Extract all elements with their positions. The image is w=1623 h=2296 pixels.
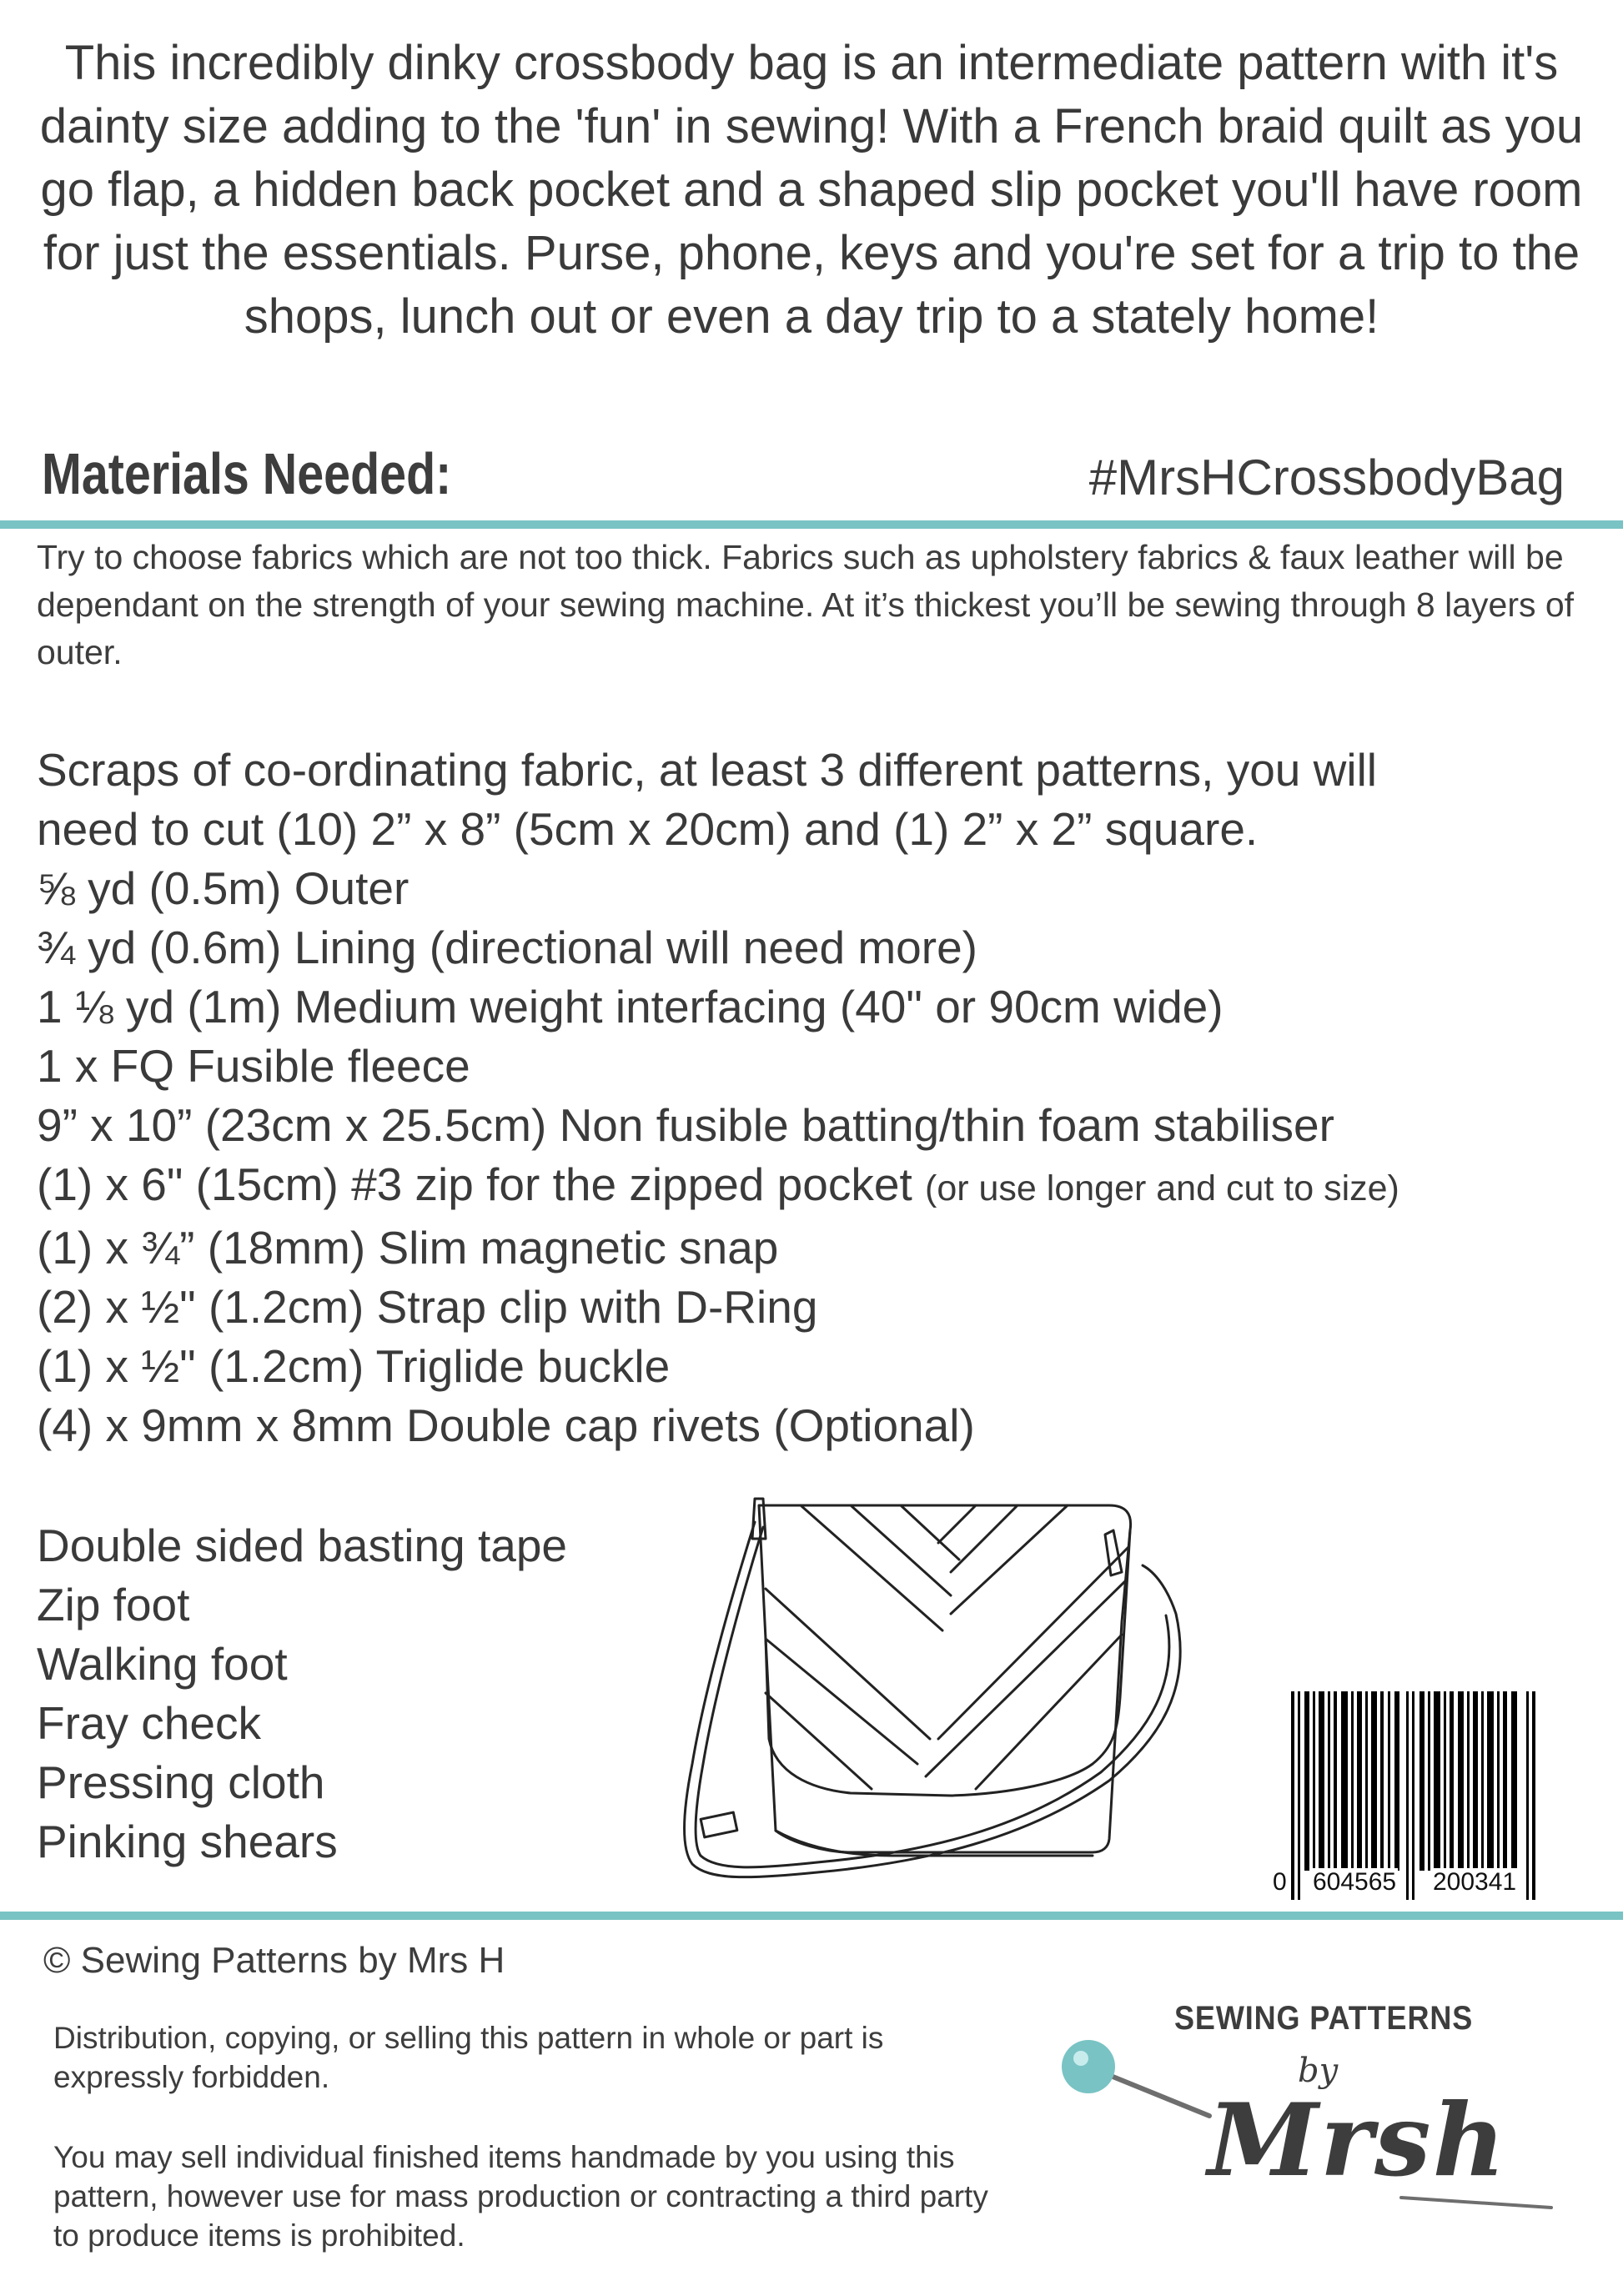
barcode-digits-right: 200341	[1433, 1868, 1517, 1896]
material-item: Scraps of co-ordinating fabric, at least 3 different patterns, you will	[37, 744, 1378, 796]
hashtag: #MrsHCrossbodyBag	[1088, 450, 1565, 505]
crossbody-bag-illustration	[676, 1489, 1193, 1906]
tool-item: Double sided basting tape	[37, 1520, 568, 1571]
tool-item: Zip foot	[37, 1579, 190, 1630]
tool-item: Fray check	[37, 1697, 261, 1749]
copyright: © Sewing Patterns by Mrs H	[43, 1940, 505, 1981]
intro-paragraph: This incredibly dinky crossbody bag is an intermediate pattern with it's dainty size adding to the 'fun' in sewing! With a French braid quilt as you go flap, a hidden back pocket and a shaped slip pocket you'll have room for just the essentials. Purse, phone, keys and you're set for a trip to the shops, lunch out or even a day trip to a stately home!	[39, 36, 1584, 344]
materials-list	[37, 741, 1605, 1455]
barcode-digit-first: 0	[1273, 1868, 1287, 1896]
tool-item: Walking foot	[37, 1638, 288, 1690]
tools-list	[37, 1516, 567, 1871]
material-item: 9” x 10” (23cm x 25.5cm) Non fusible batting/thin foam stabiliser	[37, 1099, 1334, 1151]
logo-text-sewing-patterns: SEWING PATTERNS	[1174, 2000, 1474, 2037]
material-item: (1) x ¾” (18mm) Slim magnetic snap	[37, 1222, 779, 1274]
logo-text-by: by	[1298, 2052, 1339, 2090]
material-item: need to cut (10) 2” x 8” (5cm x 20cm) and (1) 2” x 2” square.	[37, 803, 1259, 855]
material-item: (1) x ½" (1.2cm) Triglide buckle	[37, 1340, 671, 1392]
tool-item: Pinking shears	[37, 1816, 338, 1867]
barcode-digits-left: 604565	[1313, 1868, 1397, 1896]
tool-item: Pressing cloth	[37, 1756, 325, 1808]
material-item: ⅝ yd (0.5m) Outer	[37, 862, 410, 914]
materials-heading: Materials Needed:	[42, 441, 452, 506]
zip-note: (or use longer and cut to size)	[925, 1168, 1399, 1208]
material-item: ¾ yd (0.6m) Lining (directional will need more)	[37, 922, 977, 973]
fabric-note: Try to choose fabrics which are not too thick. Fabrics such as upholstery fabrics & faux leather will be dependant on the strength of your sewing machine. At it’s thickest you’ll be sewing through 8 layers of outer.	[37, 538, 1575, 671]
logo-text-mrsh: Mrsh	[1208, 2082, 1507, 2199]
usage-notice: You may sell individual finished items handmade by you using this pattern, however use for mass production or contracting a third party to produce items is prohibited.	[53, 2140, 988, 2253]
material-item: 1 ⅛ yd (1m) Medium weight interfacing (40" or 90cm wide)	[37, 981, 1224, 1032]
distribution-notice: Distribution, copying, or selling this pattern in whole or part is expressly forbidden.	[53, 2021, 884, 2094]
bottom-divider	[0, 1912, 1623, 1920]
material-item: (4) x 9mm x 8mm Double cap rivets (Optional)	[37, 1399, 975, 1451]
material-item: 1 x FQ Fusible fleece	[37, 1040, 470, 1092]
material-item: (1) x 6" (15cm) #3 zip for the zipped pocket (or use longer and cut to size)	[37, 1158, 1399, 1210]
material-item: (2) x ½" (1.2cm) Strap clip with D-Ring	[37, 1281, 818, 1333]
top-divider	[0, 520, 1623, 529]
